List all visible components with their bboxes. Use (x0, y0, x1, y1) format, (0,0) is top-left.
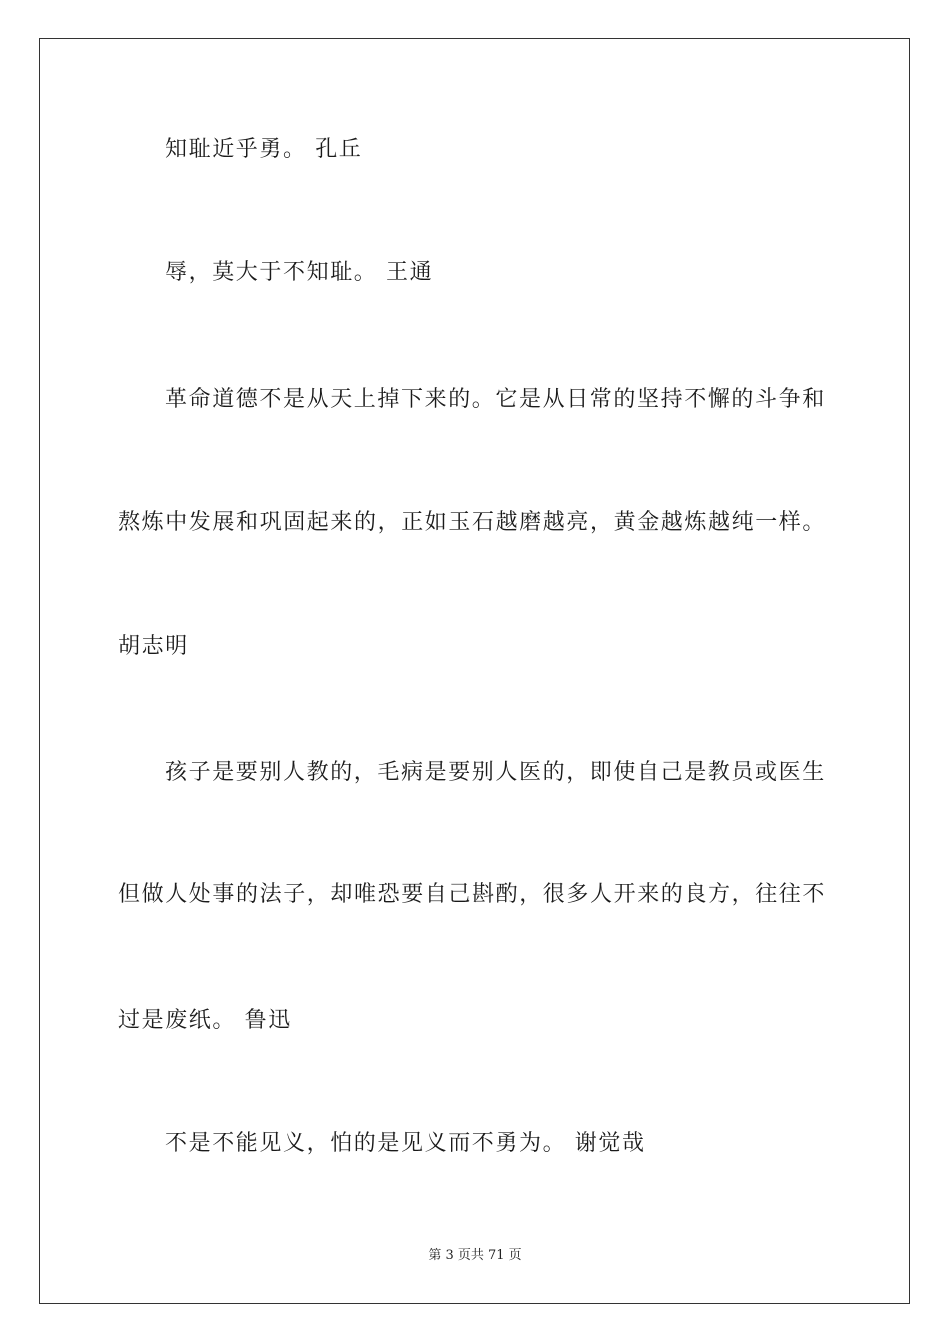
page-total: 共 71 页 (470, 1248, 522, 1263)
text-line-7: 但做人处事的法子，却唯恐要自己斟酌，很多人开来的良方，往往不 (118, 882, 827, 907)
text-line-2: 辱，莫大于不知耻。 王通 (165, 260, 434, 285)
text-line-6: 孩子是要别人教的，毛病是要别人医的，即使自己是教员或医生 (165, 760, 826, 785)
page-border (39, 38, 910, 1304)
text-line-1: 知耻近乎勇。 孔丘 (165, 137, 363, 162)
text-line-8: 过是废纸。 鲁迅 (118, 1008, 292, 1033)
text-line-9: 不是不能见义，怕的是见义而不勇为。 谢觉哉 (165, 1131, 646, 1156)
page-number: 第 3 页 (428, 1248, 471, 1263)
text-line-3: 革命道德不是从天上掉下来的。它是从日常的坚持不懈的斗争和 (165, 387, 826, 412)
text-line-5: 胡志明 (118, 634, 189, 659)
text-line-4: 熬炼中发展和巩固起来的，正如玉石越磨越亮，黄金越炼越纯一样。 (118, 510, 827, 535)
page-footer (0, 1247, 950, 1265)
